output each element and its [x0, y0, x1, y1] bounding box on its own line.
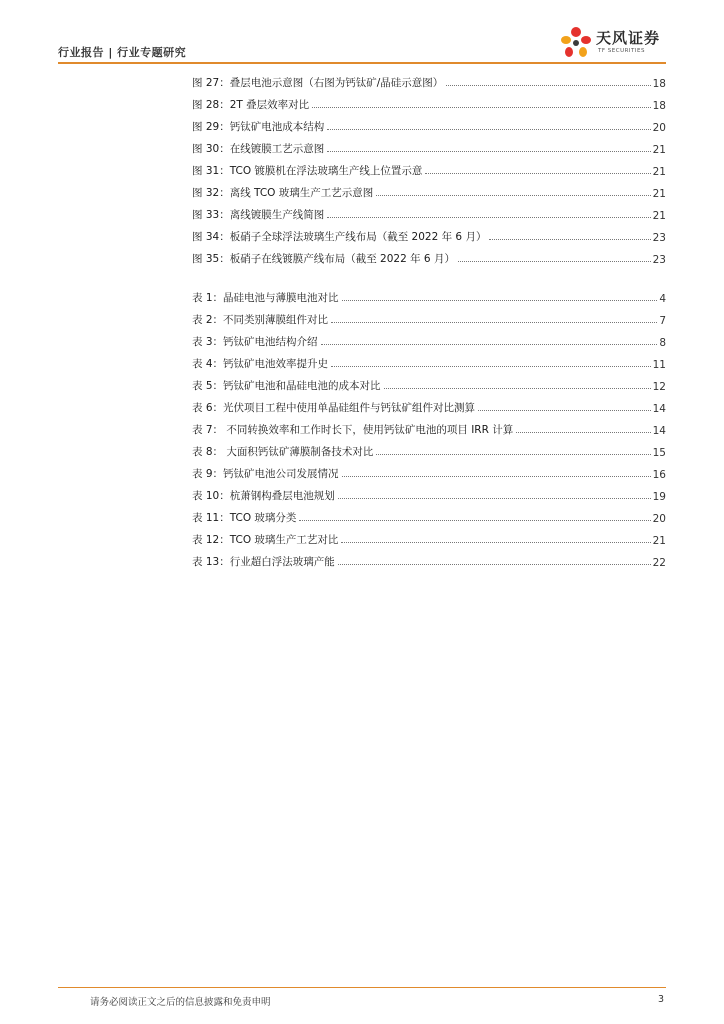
- dot-leader: [327, 129, 650, 130]
- table-entry-page: 4: [659, 293, 666, 305]
- table-list: [192, 283, 666, 569]
- table-entry-page: 7: [659, 315, 666, 327]
- dot-leader: [446, 85, 650, 86]
- dot-leader: [425, 173, 650, 174]
- table-entry-page: 22: [652, 557, 666, 569]
- table-entry[interactable]: [192, 547, 666, 569]
- dot-leader: [376, 454, 650, 455]
- report-category: 行业报告 | 行业专题研究: [58, 46, 187, 59]
- header-divider: [58, 62, 666, 64]
- dot-leader: [327, 217, 650, 218]
- table-entry-label: 表 8： 大面积钙钛矿薄膜制备技术对比: [192, 446, 374, 458]
- dot-leader: [342, 476, 651, 477]
- table-entry-label: 表 2：不同类别薄膜组件对比: [192, 314, 329, 326]
- dot-leader: [338, 564, 651, 565]
- table-entry-label: 表 1：晶硅电池与薄膜电池对比: [192, 292, 339, 304]
- table-entry[interactable]: [192, 459, 666, 481]
- flower-logo-icon: [556, 24, 596, 64]
- figure-entry-label: 图 32：离线 TCO 玻璃生产工艺示意图: [192, 187, 374, 199]
- logo-subtext: TF SECURITIES: [598, 48, 645, 54]
- table-entry-label: 表 6：光伏项目工程中使用单晶硅组件与钙钛矿组件对比测算: [192, 402, 476, 414]
- dot-leader: [342, 300, 658, 301]
- table-entry[interactable]: [192, 415, 666, 437]
- figure-entry-label: 图 33：离线镀膜生产线简图: [192, 209, 325, 221]
- dot-leader: [331, 322, 657, 323]
- table-entry-label: 表 4：钙钛矿电池效率提升史: [192, 358, 329, 370]
- figure-entry[interactable]: [192, 222, 666, 244]
- figure-entry[interactable]: [192, 68, 666, 90]
- table-entry-page: 14: [652, 403, 666, 415]
- figure-entry[interactable]: [192, 200, 666, 222]
- dot-leader: [341, 542, 650, 543]
- figure-entry-page: 20: [652, 122, 666, 134]
- figure-entry[interactable]: [192, 90, 666, 112]
- table-entry-label: 表 9：钙钛矿电池公司发展情况: [192, 468, 339, 480]
- figure-entry-page: 21: [652, 188, 666, 200]
- dot-leader: [338, 498, 651, 499]
- table-entry[interactable]: [192, 349, 666, 371]
- table-entry[interactable]: [192, 283, 666, 305]
- table-entry[interactable]: [192, 371, 666, 393]
- footer-disclaimer: 请务必阅读正文之后的信息披露和免责申明: [90, 997, 271, 1008]
- figure-entry-page: 18: [652, 78, 666, 90]
- figure-entry-label: 图 29：钙钛矿电池成本结构: [192, 121, 325, 133]
- table-entry[interactable]: [192, 525, 666, 547]
- dot-leader: [312, 107, 650, 108]
- footer-divider: [58, 987, 666, 988]
- dot-leader: [516, 432, 650, 433]
- table-entry-page: 11: [652, 359, 666, 371]
- table-entry-label: 表 11：TCO 玻璃分类: [192, 512, 297, 524]
- table-entry[interactable]: [192, 305, 666, 327]
- table-entry-page: 14: [652, 425, 666, 437]
- dot-leader: [489, 239, 650, 240]
- figure-entry-page: 21: [652, 210, 666, 222]
- table-entry-page: 12: [652, 381, 666, 393]
- figure-list: [192, 68, 666, 266]
- figure-entry-page: 18: [652, 100, 666, 112]
- figure-entry-page: 23: [652, 254, 666, 266]
- dot-leader: [331, 366, 651, 367]
- table-entry-page: 15: [652, 447, 666, 459]
- figure-entry-label: 图 34：板硝子全球浮法玻璃生产线布局（截至 2022 年 6 月）: [192, 231, 487, 243]
- table-entry-label: 表 7： 不同转换效率和工作时长下，使用钙钛矿电池的项目 IRR 计算: [192, 424, 514, 436]
- figure-entry-label: 图 28：2T 叠层效率对比: [192, 99, 310, 111]
- table-entry-label: 表 3：钙钛矿电池结构介绍: [192, 336, 318, 348]
- table-entry[interactable]: [192, 393, 666, 415]
- figure-entry[interactable]: [192, 156, 666, 178]
- dot-leader: [321, 344, 658, 345]
- dot-leader: [327, 151, 650, 152]
- table-entry-label: 表 12：TCO 玻璃生产工艺对比: [192, 534, 339, 546]
- figure-entry[interactable]: [192, 244, 666, 266]
- table-entry[interactable]: [192, 503, 666, 525]
- table-entry-label: 表 5：钙钛矿电池和晶硅电池的成本对比: [192, 380, 381, 392]
- table-entry-page: 20: [652, 513, 666, 525]
- table-entry[interactable]: [192, 437, 666, 459]
- figure-entry-page: 21: [652, 166, 666, 178]
- table-entry-label: 表 13：行业超白浮法玻璃产能: [192, 556, 335, 568]
- table-entry[interactable]: [192, 327, 666, 349]
- figure-entry-page: 21: [652, 144, 666, 156]
- figure-entry[interactable]: [192, 178, 666, 200]
- table-entry-label: 表 10：杭萧钢构叠层电池规划: [192, 490, 335, 502]
- logo-text: 天风证券: [596, 29, 661, 47]
- figure-entry-label: 图 30：在线镀膜工艺示意图: [192, 143, 325, 155]
- dot-leader: [478, 410, 651, 411]
- dot-leader: [384, 388, 651, 389]
- table-entry[interactable]: [192, 481, 666, 503]
- figure-entry-label: 图 27：叠层电池示意图（右图为钙钛矿/晶硅示意图）: [192, 77, 444, 89]
- figure-entry[interactable]: [192, 112, 666, 134]
- table-entry-page: 19: [652, 491, 666, 503]
- page-header: [58, 29, 666, 64]
- table-entry-page: 16: [652, 469, 666, 481]
- figure-entry[interactable]: [192, 134, 666, 156]
- dot-leader: [458, 261, 651, 262]
- table-entry-page: 21: [652, 535, 666, 547]
- figure-entry-label: 图 35：板硝子在线镀膜产线布局（截至 2022 年 6 月）: [192, 253, 455, 265]
- figure-entry-label: 图 31：TCO 镀膜机在浮法玻璃生产线上位置示意: [192, 165, 423, 177]
- company-logo: [556, 22, 666, 64]
- figure-entry-page: 23: [652, 232, 666, 244]
- page-number: 3: [657, 994, 664, 1005]
- dot-leader: [299, 520, 650, 521]
- dot-leader: [376, 195, 650, 196]
- table-entry-page: 8: [659, 337, 666, 349]
